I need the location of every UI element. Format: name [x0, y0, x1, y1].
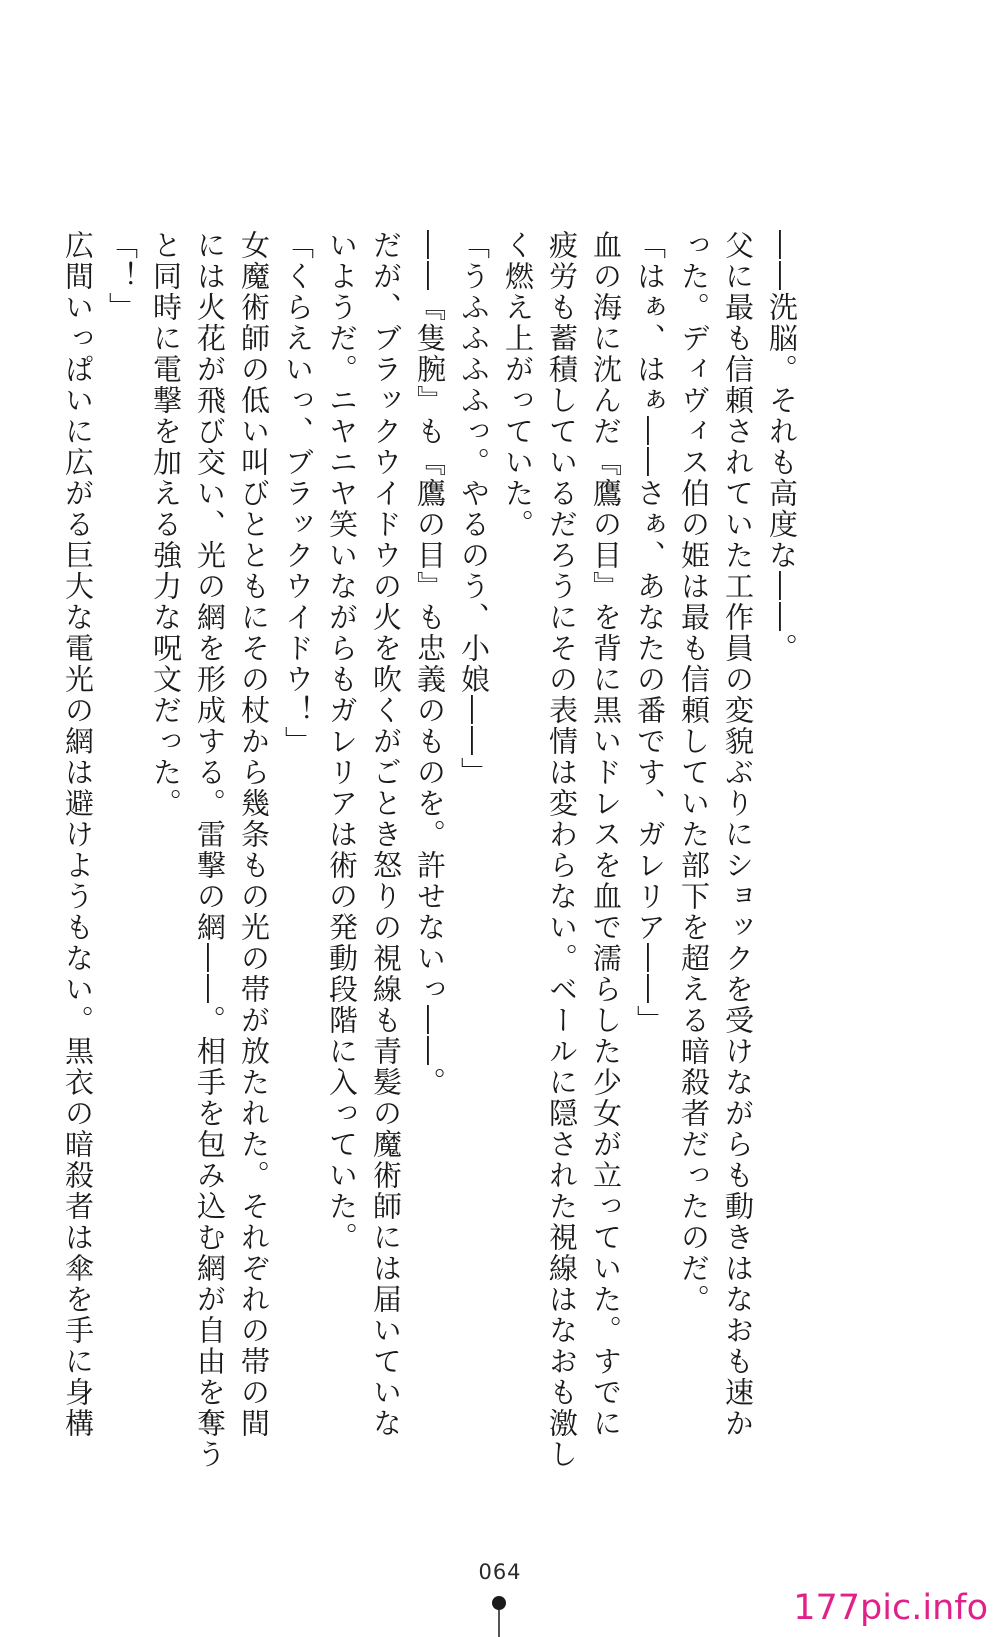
text-line: だが、ブラックウイドウの火を吹くがごとき怒りの視線も青髪の魔術師には届いていな — [369, 230, 403, 1439]
text-line: と同時に電撃を加える強力な呪文だった。 — [149, 230, 183, 819]
text-line: 疲労も蓄積しているだろうにその表情は変わらない。ベールに隠された視線はなおも激し — [545, 230, 579, 1470]
page-marker-dot — [492, 1596, 506, 1610]
text-line: った。ディヴィス伯の姫は最も信頼していた部下を超える暗殺者だったのだ。 — [677, 230, 711, 1315]
text-line: には火花が飛び交い、光の網を形成する。雷撃の網――。相手を包み込む網が自由を奪う — [193, 230, 227, 1470]
text-line: いようだ。ニヤニヤ笑いながらもガレリアは術の発動段階に入っていた。 — [325, 230, 359, 1253]
text-line: 「うふふふふっ。やるのう、小娘――」 — [457, 230, 491, 788]
text-line: 広間いっぱいに広がる巨大な電光の網は避けようもない。黒衣の暗殺者は傘を手に身構 — [61, 230, 95, 1439]
text-line: 女魔術師の低い叫びとともにその杖から幾条もの光の帯が放たれた。それぞれの帯の間 — [237, 230, 271, 1439]
text-line: 「くらえいっ、ブラックウイドウ！」 — [281, 230, 315, 757]
text-line: く燃え上がっていた。 — [501, 230, 535, 540]
text-line: 「！」 — [105, 230, 139, 323]
text-line: 「はぁ、はぁ――さぁ、あなたの番です、ガレリア――」 — [633, 230, 667, 1036]
watermark: 177pic.info — [793, 1588, 988, 1628]
text-line: ――洗脳。それも高度な――。 — [765, 230, 799, 664]
page-marker-stem — [498, 1610, 500, 1637]
text-line: ――『隻腕』も『鷹の目』も忠義のものを。許せないっ――。 — [413, 230, 447, 1098]
text-line: 父に最も信頼されていた工作員の変貌ぶりにショックを受けながらも動きはなおも速か — [721, 230, 755, 1439]
vertical-text-body — [61, 230, 804, 1470]
text-line: 血の海に沈んだ『鷹の目』を背に黒いドレスを血で濡らした少女が立っていた。すでに — [589, 230, 623, 1439]
page-number: 064 — [478, 1560, 522, 1584]
